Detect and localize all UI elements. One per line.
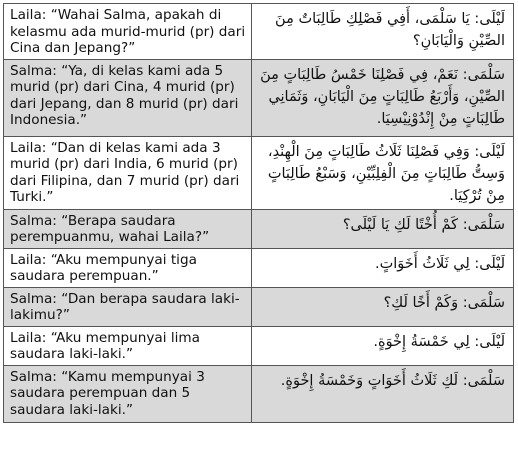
indonesian-line: Laila: “Aku mempunyai tiga saudara perempuan.” (4, 248, 252, 287)
indonesian-line: Laila: “Wahai Salma, apakah di kelasmu ada murid-murid (pr) dari Cina dan Jepang?” (4, 4, 252, 60)
dialogue-row (4, 365, 514, 422)
arabic-line: سَلْمَى: وَكَمْ أَخًا لَكِ؟ (252, 287, 514, 326)
arabic-line: لَيْلَى: يَا سَلْمَى، أَفِي فَصْلِكِ طَالِبَاتٌ مِنَ الصِّيْنِ وَالْيَابَانِ؟ (252, 4, 514, 60)
arabic-line: لَيْلَى: لِي خَمْسَةُ إِخْوَةٍ. (252, 326, 514, 365)
indonesian-line: Laila: “Aku mempunyai lima saudara laki-laki.” (4, 326, 252, 365)
dialogue-row (4, 4, 514, 60)
arabic-line: لَيْلَى: وَفِي فَصْلِنَا ثَلَاثُ طَالِبَاتٍ مِنَ الْهِنْدِ، وَسِتُّ طَالِبَاتٍ مِنَ الْفِلِبِّيْنِ، وَسَبْعُ طَالِبَاتٍ مِنْ تُرْكِيَا. (252, 136, 514, 209)
dialogue-row (4, 326, 514, 365)
indonesian-line: Salma: “Dan berapa saudara laki-lakimu?” (4, 287, 252, 326)
arabic-line: سَلْمَى: كَمْ أُخْتًا لَكِ يَا لَيْلَى؟ (252, 209, 514, 248)
indonesian-line: Salma: “Berapa saudara perempuanmu, wahai Laila?” (4, 209, 252, 248)
dialogue-row (4, 209, 514, 248)
arabic-line: سَلْمَى: لَكِ ثَلَاثُ أَخَوَاتٍ وَخَمْسَةُ إِخْوَةٍ. (252, 365, 514, 422)
arabic-line: سَلْمَى: نَعَمْ، فِي فَصْلِنَا خَمْسُ طَالِبَاتٍ مِنَ الصِّيْنِ، وَأَرْبَعُ طَالِبَاتٍ مِنَ الْيَابَانِ، وَثَمَانِي طَالِبَاتٍ مِنْ إِنْدُوْنِيْسِيَا. (252, 59, 514, 136)
dialogue-row (4, 59, 514, 136)
dialogue-row (4, 136, 514, 209)
indonesian-line: Salma: “Kamu mempunyai 3 saudara perempuan dan 5 saudara laki-laki.” (4, 365, 252, 422)
indonesian-line: Salma: “Ya, di kelas kami ada 5 murid (pr) dari Cina, 4 murid (pr) dari Jepang, dan 8 murid (pr) dari Indonesia.” (4, 59, 252, 136)
dialogue-table (3, 3, 514, 423)
dialogue-row (4, 248, 514, 287)
arabic-line: لَيْلَى: لِي ثَلَاثُ أَخَوَاتٍ. (252, 248, 514, 287)
dialogue-row (4, 287, 514, 326)
indonesian-line: Laila: “Dan di kelas kami ada 3 murid (pr) dari India, 6 murid (pr) dari Filipina, dan 7 murid (pr) dari Turki.” (4, 136, 252, 209)
